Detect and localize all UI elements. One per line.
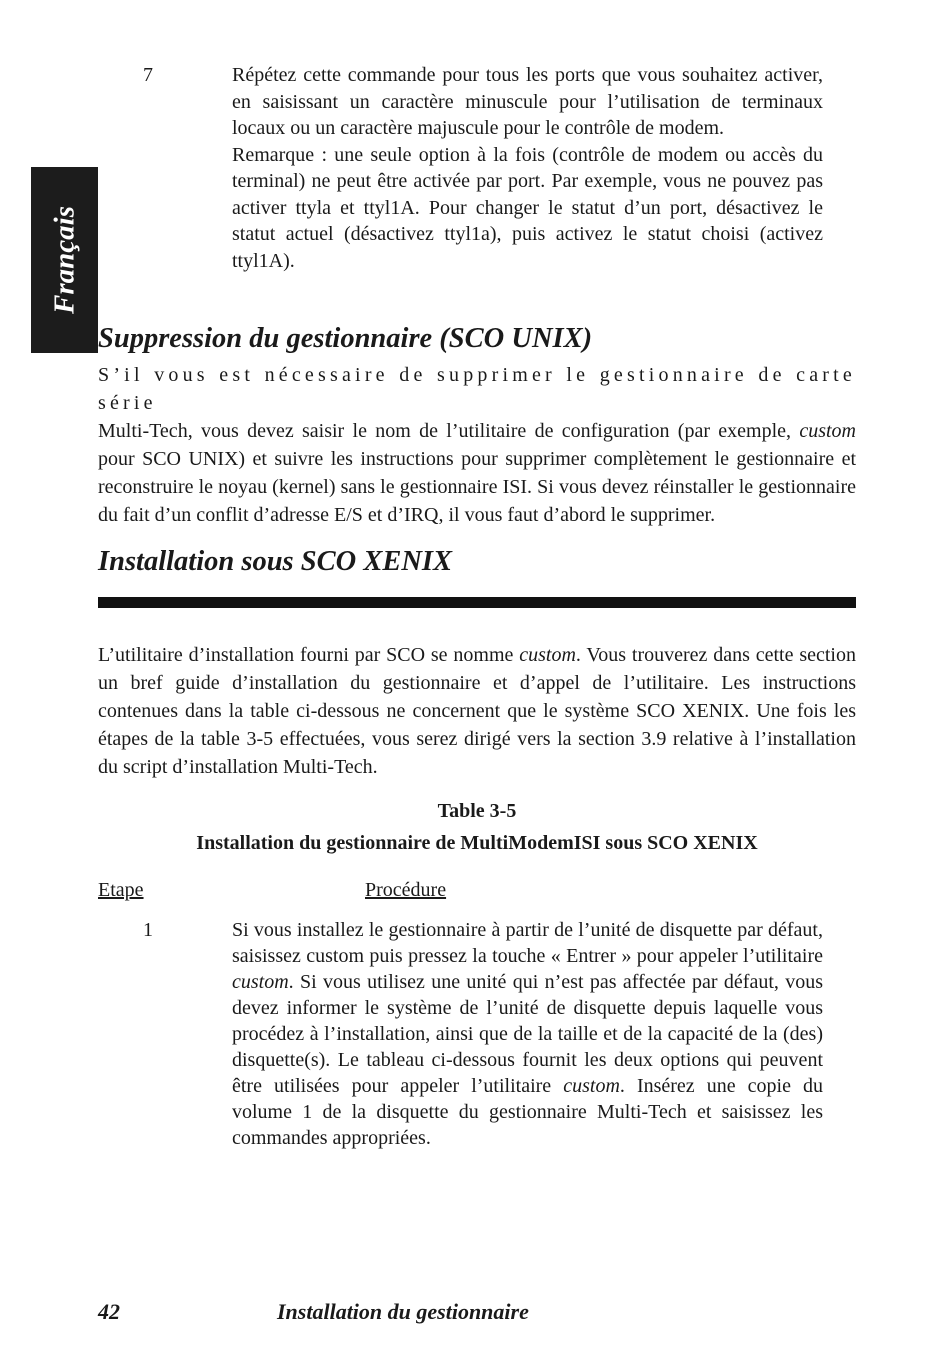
custom-term: custom [232,971,289,993]
page-number: 42 [98,1299,120,1324]
language-tab-label: Français [48,206,80,314]
language-tab [31,167,98,353]
custom-term: custom [519,644,576,666]
section-suppression-first-line: S’il vous est nécessaire de supprimer le gestionnaire de carte série [98,364,856,414]
section-xenix-text-a: L’utilitaire d’installation fourni par SCO se nomme [98,644,520,666]
custom-term: custom [799,420,856,442]
section-heading-xenix: Installation sous SCO XENIX [98,546,453,577]
step-number: 7 [143,64,153,86]
section-divider [98,597,856,608]
footer-chapter-title: Installation du gestionnaire [277,1299,529,1324]
procedure-text-c: . Insérez une copie du volume 1 de la disquette du gestionnaire Multi-Tech et saisissez les commandes appropriées. [232,1075,824,1149]
section-heading-suppression: Suppression du gestionnaire (SCO UNIX) [98,323,593,354]
step-text [232,62,823,274]
column-header-step: Etape [98,879,144,901]
table-caption-title: Installation du gestionnaire de MultiModemISI sous SCO XENIX [196,832,758,854]
section-xenix-body [98,641,856,781]
column-header-procedure: Procédure [365,879,447,901]
section-xenix-text-b: . Vous trouverez dans cette section un bref guide d’installation du gestionnaire et d’appel de l’utilitaire. Les instructions contenues dans la table ci-dessous ne concernent que le système SCO XENIX. Une fois les étapes de la table 3-5 effectuées, vous serez dirigé vers la section 3.9 relative à l’installation du script d’installation Multi-Tech. [98,644,856,778]
section-suppression-text-a: Multi-Tech, vous devez saisir le nom de l’utilitaire de configuration (par exemple, [98,420,800,442]
procedure-text-b: . Si vous utilisez une unité qui n’est pas affectée par défaut, vous devez informer le système de l’unité de disquette depuis laquelle vous procédez à l’installation, ainsi que de la taille et de la capacité de la (des) disquette(s). Le tableau ci-dessous fournit les deux options qui peuvent être utilisées pour appeler l’utilitaire [232,971,823,1097]
table-row-step-number: 1 [143,919,153,941]
section-suppression-body [98,361,856,529]
section-suppression-text-b: pour SCO UNIX) et suivre les instructions pour supprimer complètement le gestionnaire et reconstruire le noyau (kernel) sans le gestionnaire ISI. Si vous devez réinstaller le gestionnaire du fait d’un conflit d’adresse E/S et d’IRQ, il vous faut d’abord le supprimer. [98,448,856,526]
custom-term: custom [563,1075,620,1097]
table-row-procedure [232,917,823,1151]
table-caption-number: Table 3-5 [437,800,517,822]
step-7-instruction: Répétez cette commande pour tous les ports que vous souhaitez activer, en saisissant un caractère minuscule pour l’utilisation de terminaux locaux ou un caractère majuscule pour le contrôle de modem. [232,64,823,139]
procedure-text-a: Si vous installez le gestionnaire à partir de l’unité de disquette par défaut, saisissez custom puis pressez la touche « Entrer » pour appeler l’utilitaire [232,919,823,967]
step-7-note: Remarque : une seule option à la fois (contrôle de modem ou accès du terminal) ne peut être activée par port. Par exemple, vous ne pouvez pas activer ttyla et ttyl1A. Pour changer le statut d’un port, désactivez le statut actuel (désactivez ttyl1a), puis activez le statut choisi (activez ttyl1A). [232,143,823,272]
